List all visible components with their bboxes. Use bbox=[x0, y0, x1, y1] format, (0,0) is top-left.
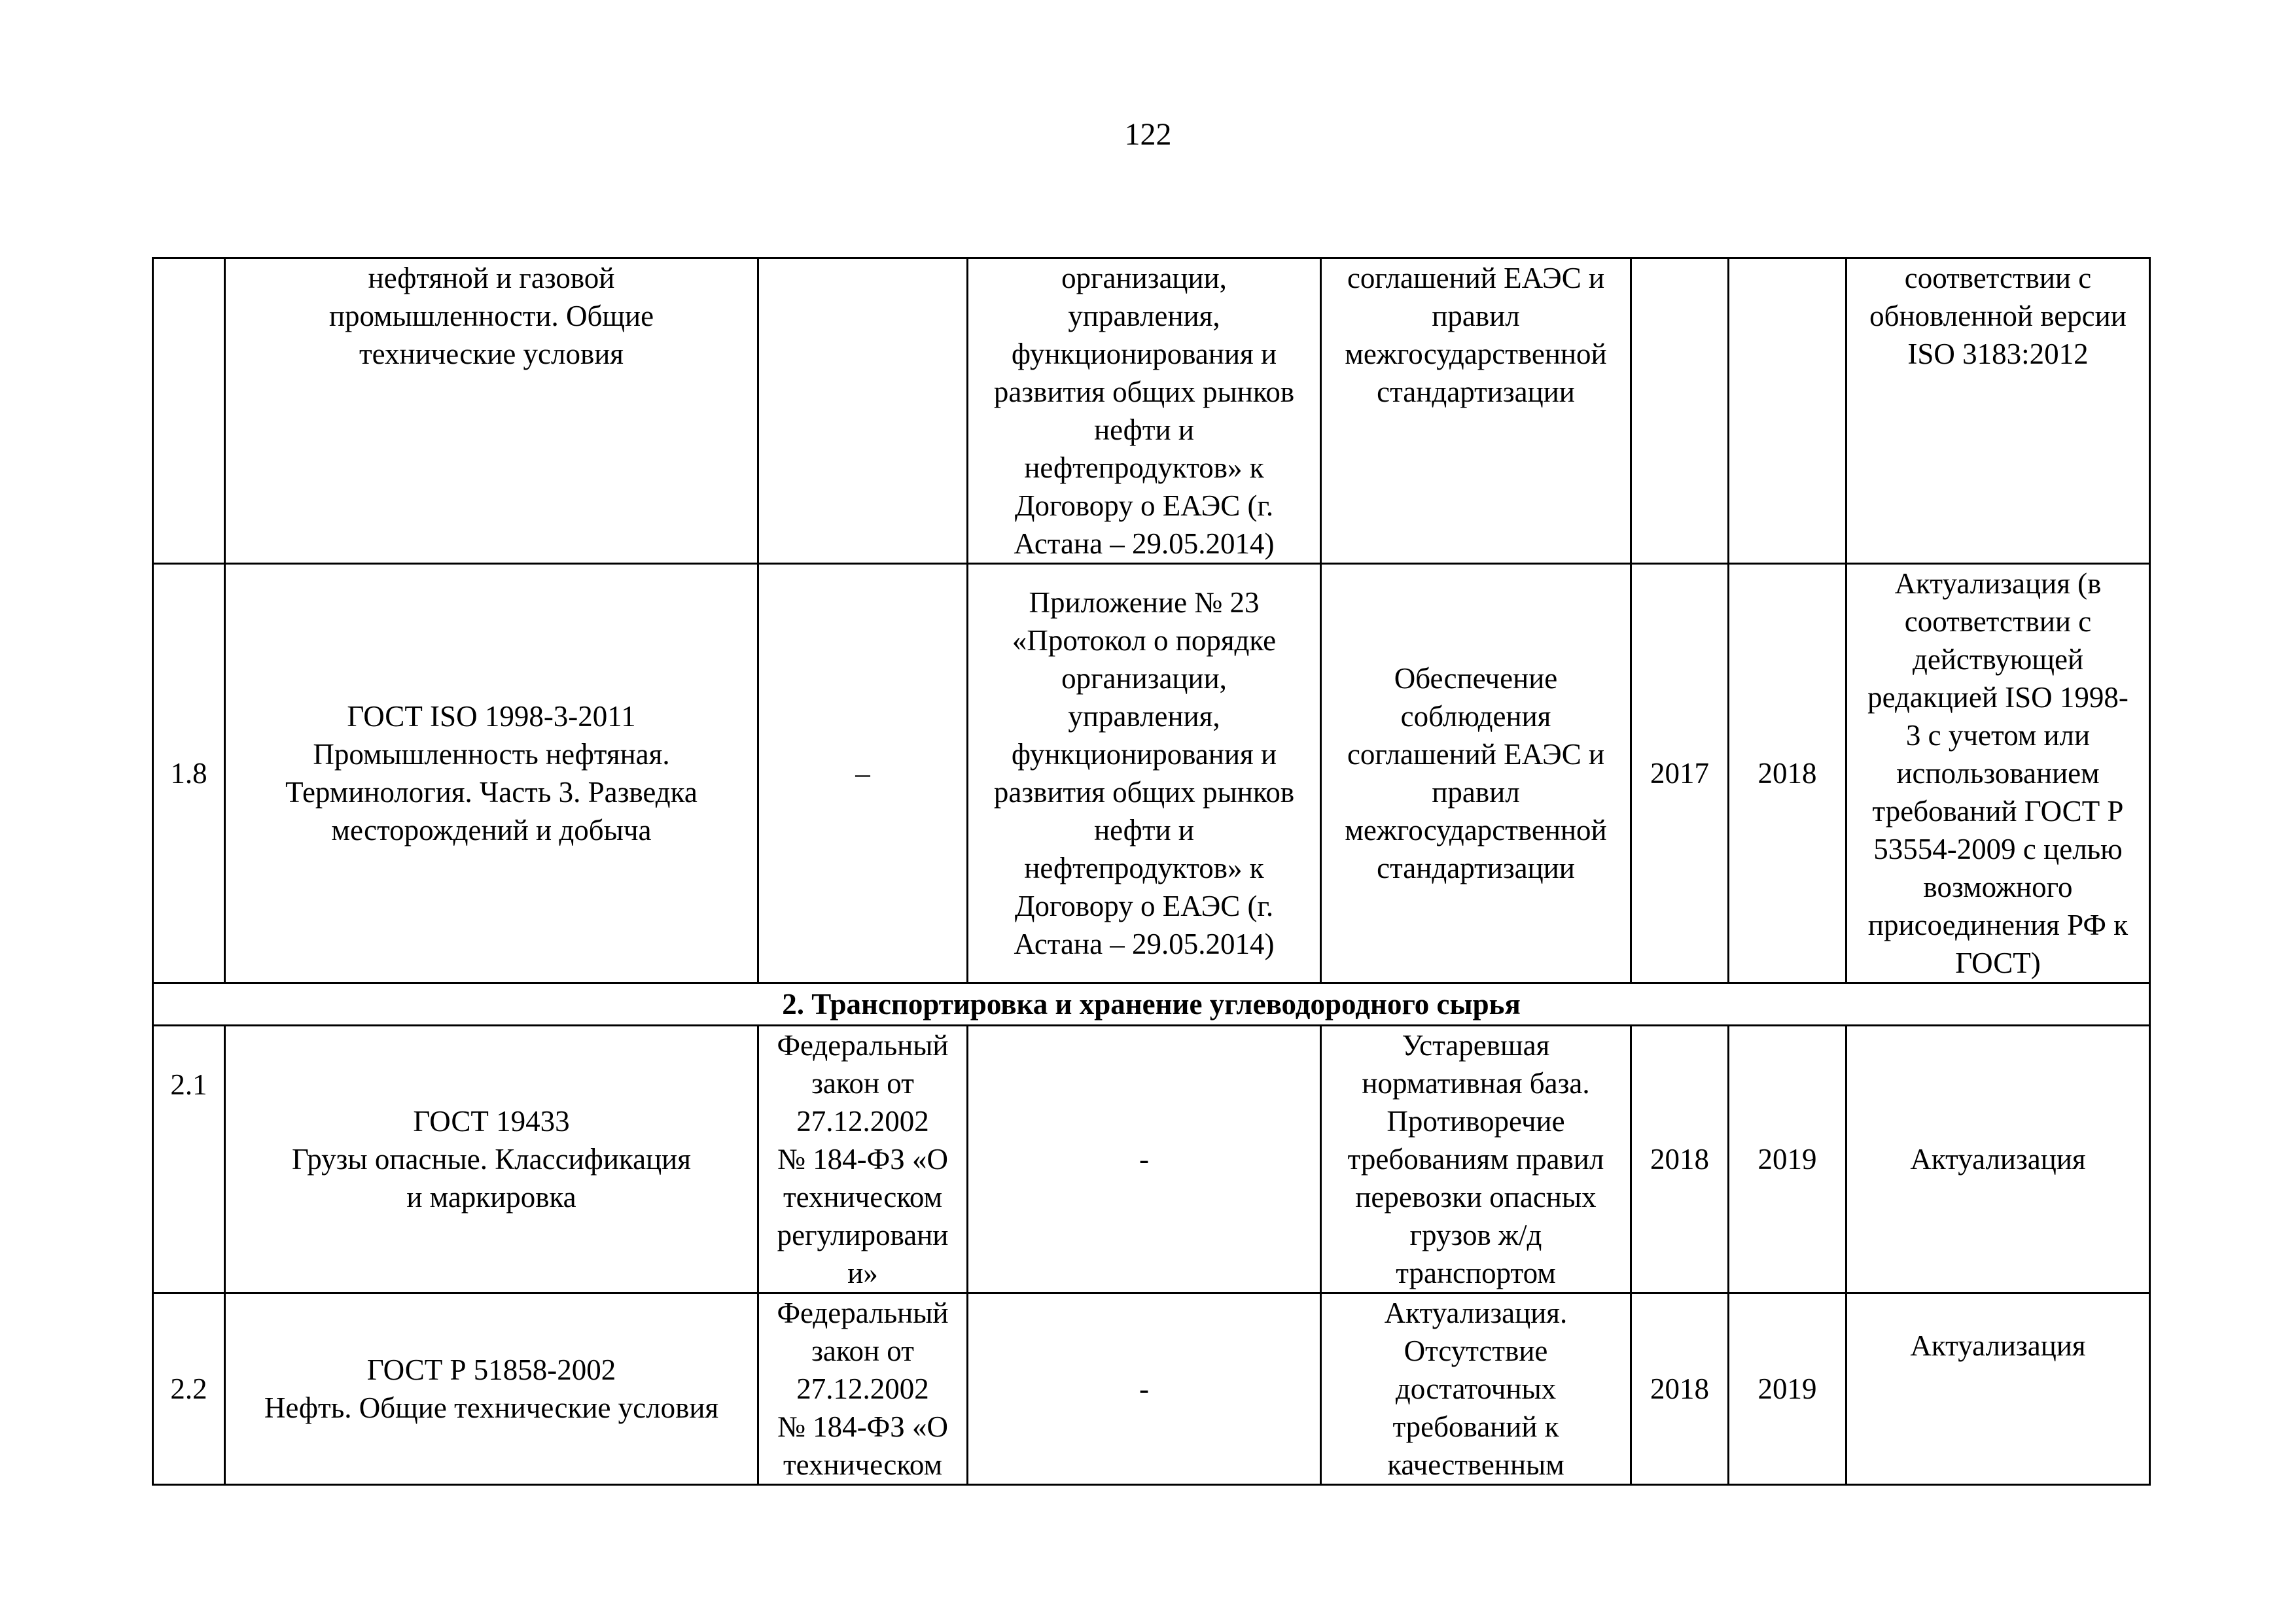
row-number-cell bbox=[153, 258, 225, 564]
law-basis-cell bbox=[758, 258, 968, 564]
year-start-cell: 2017 bbox=[1631, 564, 1729, 983]
section-header-row bbox=[153, 983, 2150, 1026]
reason-cell: Устаревшая нормативная база. Противоречие требованиям правил перевозки опасных грузов ж/д транспортом bbox=[1321, 1026, 1631, 1293]
year-end-cell: 2019 bbox=[1729, 1293, 1846, 1485]
section-title: 2. Транспортировка и хранение углеводородного сырья bbox=[153, 983, 2150, 1026]
table-row bbox=[153, 564, 2150, 983]
reason-cell: соглашений ЕАЭС и правил межгосударственной стандартизации bbox=[1321, 258, 1631, 564]
law-basis-cell: Федеральный закон от 27.12.2002 № 184-ФЗ «О техническом bbox=[758, 1293, 968, 1485]
standard-name-cell: ГОСТ 19433 Грузы опасные. Классификация и маркировка bbox=[225, 1026, 758, 1293]
note-cell: соответствии с обновленной версии ISO 3183:2012 bbox=[1846, 258, 2150, 564]
row-number-cell: 2.2 bbox=[153, 1293, 225, 1485]
year-start-cell bbox=[1631, 258, 1729, 564]
protocol-cell: - bbox=[968, 1026, 1321, 1293]
law-basis-cell: – bbox=[758, 564, 968, 983]
year-end-cell: 2018 bbox=[1729, 564, 1846, 983]
year-start-cell: 2018 bbox=[1631, 1026, 1729, 1293]
row-number-cell: 1.8 bbox=[153, 564, 225, 983]
protocol-cell: организации, управления, функционирования и развития общих рынков нефти и нефтепродуктов» к Договору о ЕАЭС (г. Астана – 29.05.2014) bbox=[968, 258, 1321, 564]
table-row bbox=[153, 1026, 2150, 1293]
standard-name-cell: ГОСТ Р 51858-2002 Нефть. Общие технические условия bbox=[225, 1293, 758, 1485]
note-cell: Актуализация (в соответствии с действующей редакцией ISO 1998- 3 с учетом или использованием требований ГОСТ Р 53554-2009 с целью возможного присоединения РФ к ГОСТ) bbox=[1846, 564, 2150, 983]
law-basis-cell: Федеральный закон от 27.12.2002 № 184-ФЗ «О техническом регулировани и» bbox=[758, 1026, 968, 1293]
standard-name-cell: нефтяной и газовой промышленности. Общие технические условия bbox=[225, 258, 758, 564]
year-end-cell: 2019 bbox=[1729, 1026, 1846, 1293]
page-number: 122 bbox=[1124, 117, 1172, 152]
note-cell: Актуализация bbox=[1846, 1293, 2150, 1485]
reason-cell: Актуализация. Отсутствие достаточных требований к качественным bbox=[1321, 1293, 1631, 1485]
table-row bbox=[153, 1293, 2150, 1485]
reason-cell: Обеспечение соблюдения соглашений ЕАЭС и правил межгосударственной стандартизации bbox=[1321, 564, 1631, 983]
standards-table bbox=[152, 257, 2151, 1486]
standard-name-cell: ГОСТ ISO 1998-3-2011 Промышленность нефтяная. Терминология. Часть 3. Разведка месторождений и добыча bbox=[225, 564, 758, 983]
year-start-cell: 2018 bbox=[1631, 1293, 1729, 1485]
protocol-cell: Приложение № 23 «Протокол о порядке организации, управления, функционирования и развития общих рынков нефти и нефтепродуктов» к Договору о ЕАЭС (г. Астана – 29.05.2014) bbox=[968, 564, 1321, 983]
year-end-cell bbox=[1729, 258, 1846, 564]
table-row bbox=[153, 258, 2150, 564]
note-cell: Актуализация bbox=[1846, 1026, 2150, 1293]
row-number-cell: 2.1 bbox=[153, 1026, 225, 1293]
protocol-cell: - bbox=[968, 1293, 1321, 1485]
